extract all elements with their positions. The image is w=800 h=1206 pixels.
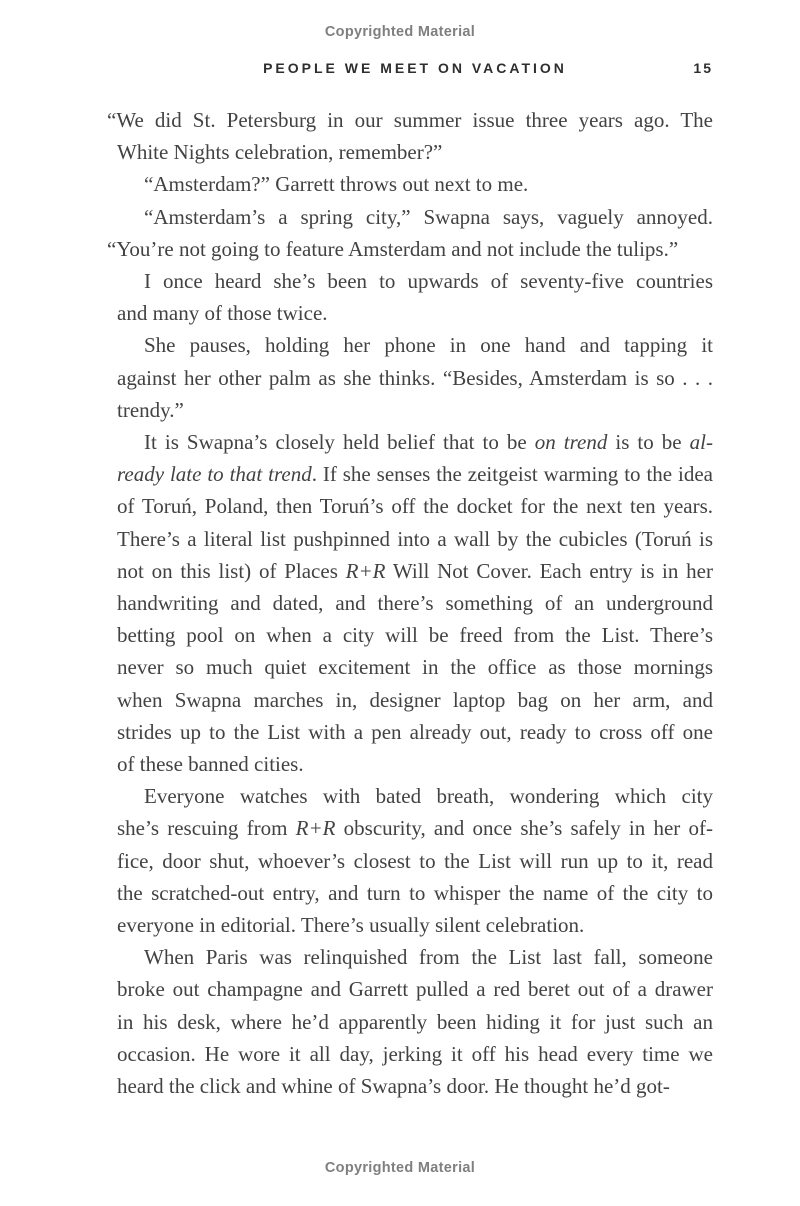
- copyright-notice-top: Copyrighted Material: [324, 24, 476, 40]
- text: It is Swapna’s closely held belief that to be: [144, 430, 535, 455]
- italic-text: R+R: [295, 816, 336, 841]
- text: Will Not Cover. Each entry is in her: [385, 558, 713, 583]
- text: and many of those twice.: [117, 301, 328, 326]
- body-line: [117, 555, 713, 587]
- text: is to be: [607, 430, 690, 455]
- body-text: [107, 104, 713, 1102]
- text: never so much quiet excitement in the office as those mornings: [117, 655, 713, 680]
- text: She pauses, holding her phone in one hand and tapping it: [144, 333, 713, 358]
- text: broke out champagne and Garrett pulled a red beret out of a drawer: [117, 977, 713, 1002]
- italic-text: ready late to that trend: [117, 462, 312, 487]
- text: “You’re not going to feature Amsterdam and not include the tulips.”: [107, 236, 679, 261]
- body-line: [117, 490, 713, 522]
- text: I once heard she’s been to upwards of seventy-five countries: [144, 269, 713, 294]
- text: heard the click and whine of Swapna’s door. He thought he’d got-: [117, 1074, 670, 1099]
- body-line: [117, 716, 713, 748]
- copyright-notice-bottom: Copyrighted Material: [324, 1160, 476, 1176]
- body-line: [117, 909, 713, 941]
- text: When Paris was relinquished from the List last fall, someone: [144, 945, 713, 970]
- text: strides up to the List with a pen already out, ready to cross off one: [117, 719, 713, 744]
- text: “Amsterdam?” Garrett throws out next to me.: [144, 172, 529, 197]
- text: not on this list) of Places: [117, 558, 346, 583]
- body-line: [117, 458, 713, 490]
- body-line: [117, 973, 713, 1005]
- text: obscurity, and once she’s safely in her of-: [335, 816, 713, 841]
- body-line: [117, 1006, 713, 1038]
- text: occasion. He wore it all day, jerking it off his head every time we: [117, 1041, 713, 1066]
- body-line: [117, 136, 713, 168]
- body-line: [117, 329, 713, 361]
- text: Everyone watches with bated breath, wondering which city: [144, 784, 713, 809]
- body-line: [117, 523, 713, 555]
- body-line: [117, 780, 713, 812]
- running-head-row: [117, 60, 713, 78]
- italic-text: R+R: [345, 558, 386, 583]
- body-line: [117, 587, 713, 619]
- body-line: [117, 426, 713, 458]
- text: “We did St. Petersburg in our summer issue three years ago. The: [107, 108, 713, 132]
- text: the scratched-out entry, and turn to whisper the name of the city to: [117, 880, 713, 905]
- body-line: [117, 1070, 713, 1102]
- text: when Swapna marches in, designer laptop bag on her arm, and: [117, 687, 713, 712]
- text: in his desk, where he’d apparently been hiding it for just such an: [117, 1009, 713, 1034]
- body-line: [117, 845, 713, 877]
- text: fice, door shut, whoever’s closest to the List will run up to it, read: [117, 848, 713, 873]
- text: handwriting and dated, and there’s something of an underground: [117, 591, 713, 616]
- text: she’s rescuing from: [117, 816, 296, 841]
- body-line: [117, 297, 713, 329]
- body-line: [117, 1038, 713, 1070]
- italic-text: al-: [689, 430, 713, 455]
- body-line: [117, 265, 713, 297]
- text: “Amsterdam’s a spring city,” Swapna says, vaguely annoyed.: [144, 204, 713, 229]
- body-line: [117, 168, 713, 200]
- italic-text: on trend: [534, 430, 608, 455]
- text: White Nights celebration, remember?”: [117, 140, 443, 165]
- body-line: [117, 941, 713, 973]
- text: There’s a literal list pushpinned into a wall by the cubicles (Toruń is: [117, 526, 713, 551]
- body-line: [117, 394, 713, 426]
- page-number: 15: [693, 60, 713, 76]
- text: everyone in editorial. There’s usually silent celebration.: [117, 913, 585, 938]
- text: . If she senses the zeitgeist warming to the idea: [311, 462, 713, 487]
- text: trendy.”: [117, 397, 184, 422]
- body-line: [117, 748, 713, 780]
- text: betting pool on when a city will be freed from the List. There’s: [117, 623, 713, 648]
- text: of these banned cities.: [117, 752, 304, 777]
- body-line: [117, 362, 713, 394]
- body-line: [117, 684, 713, 716]
- body-line: [107, 233, 713, 265]
- body-line: [117, 201, 713, 233]
- text: of Toruń, Poland, then Toruń’s off the docket for the next ten years.: [117, 494, 713, 519]
- body-line: [117, 812, 713, 844]
- body-line: [117, 619, 713, 651]
- body-line: [107, 104, 713, 136]
- running-head-title: PEOPLE WE MEET ON VACATION: [263, 60, 567, 76]
- body-line: [117, 877, 713, 909]
- text: against her other palm as she thinks. “Besides, Amsterdam is so . . .: [117, 365, 713, 390]
- body-line: [117, 651, 713, 683]
